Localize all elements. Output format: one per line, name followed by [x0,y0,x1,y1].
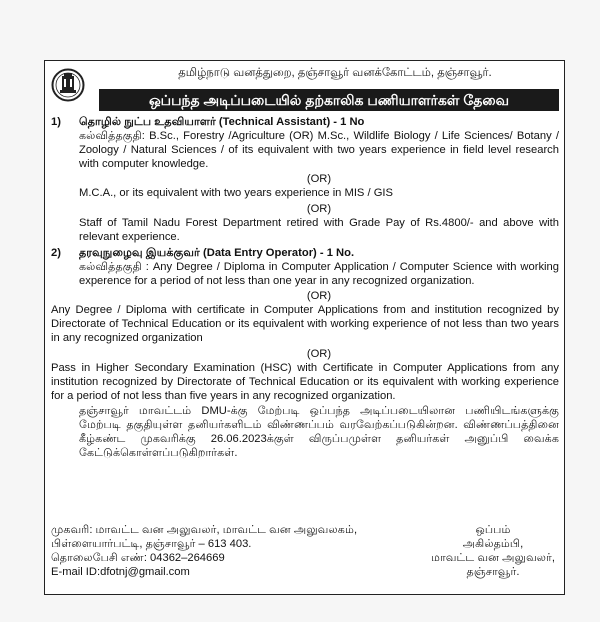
address-block [51,523,381,579]
qualification-text: Any Degree / Diploma with certificate in Computer Applications from and institution recognized by Directorate of Technical Education or its equivalent with working experience of not less than two years in any recognized organization [51,304,559,345]
or-label: (OR) [306,347,332,360]
notice-frame [44,60,565,595]
qualification-text: Staff of Tamil Nadu Forest Department retired with Grade Pay of Rs.4800/- and above with relevant experience. [79,216,559,243]
signature-line: தஞ்சாவூர். [466,566,520,578]
qualification-text: M.C.A., or its equivalent with two years experience in MIS / GIS [79,187,393,200]
qualification-text: கல்வித்தகுதி: B.Sc., Forestry /Agriculture (OR) M.Sc., Wildlife Biology / Life Sciences/ Botany / Zoology / Natural Sciences / of its equivalent with two years experience in field level research with computer knowledge. [79,130,559,171]
notice-title: ஒப்பந்த அடிப்படையில் தற்காலிக பணியாளர்கள் தேவை [99,89,559,111]
signature-block [423,523,563,579]
or-label: (OR) [306,202,332,215]
email-address: E-mail ID:dfotnj@gmail.com [51,566,190,578]
position-item [51,246,559,460]
qualification-text: Pass in Higher Secondary Examination (HSC) with Certificate in Computer Applications from any institution recognized by Directorate of Technical Education or its equivalent with working experience for a period of not less than five years in any recognized organization. [51,361,559,402]
signature-line: அகில்தம்பி, [462,538,524,550]
position-number: 1) [51,116,61,128]
position-item [51,115,559,244]
or-label: (OR) [306,290,332,303]
qualification-text: கல்வித்தகுதி : Any Degree / Diploma in Computer Application / Computer Science with working experence for a period of not less than one year in any recognized organization. [79,260,559,288]
position-title: தரவுநுழைவு இயக்குவர் (Data Entry Operator) - 1 No. [79,246,355,259]
signature-line: ஒப்பம் [475,524,511,536]
position-number: 2) [51,246,61,259]
address-line: முகவரி: மாவட்ட வன அலுவலர், மாவட்ட வன அலுவலகம், [51,524,358,536]
phone-number: தொலைபேசி எண்: 04362–264669 [51,552,225,564]
notice-paragraph: தஞ்சாவூர் மாவட்டம் DMU-க்கு மேற்படி ஒப்பந்த அடிப்படையிலான பணியிடங்களுக்கு மேற்படி தகுதியுள்ள தனியர்களிடம் விண்ணப்பம் வரவேற்கப்படுகின்றன. விண்ணப்பத்தினை கீழ்கண்ட முகவரிக்கு 26.06.2023க்குள் விருப்பமுள்ள தனியர்கள் அனுப்பி வைக்க கேட்டுக்கொள்ளப்படுகிறார்கள். [79,404,559,460]
tamil-nadu-emblem-icon [51,67,85,105]
department-line: தமிழ்நாடு வனத்துறை, தஞ்சாவூர் வனக்கோட்டம், தஞ்சாவூர். [178,67,492,79]
or-label: (OR) [306,173,332,186]
notice-content [51,115,559,460]
address-line: பிள்ளையார்பட்டி, தஞ்சாவூர் – 613 403. [51,538,252,550]
position-title: தொழில் நுட்ப உதவியாளர் (Technical Assistant) - 1 No [79,116,365,128]
signature-line: மாவட்ட வன அலுவலர், [430,552,556,564]
